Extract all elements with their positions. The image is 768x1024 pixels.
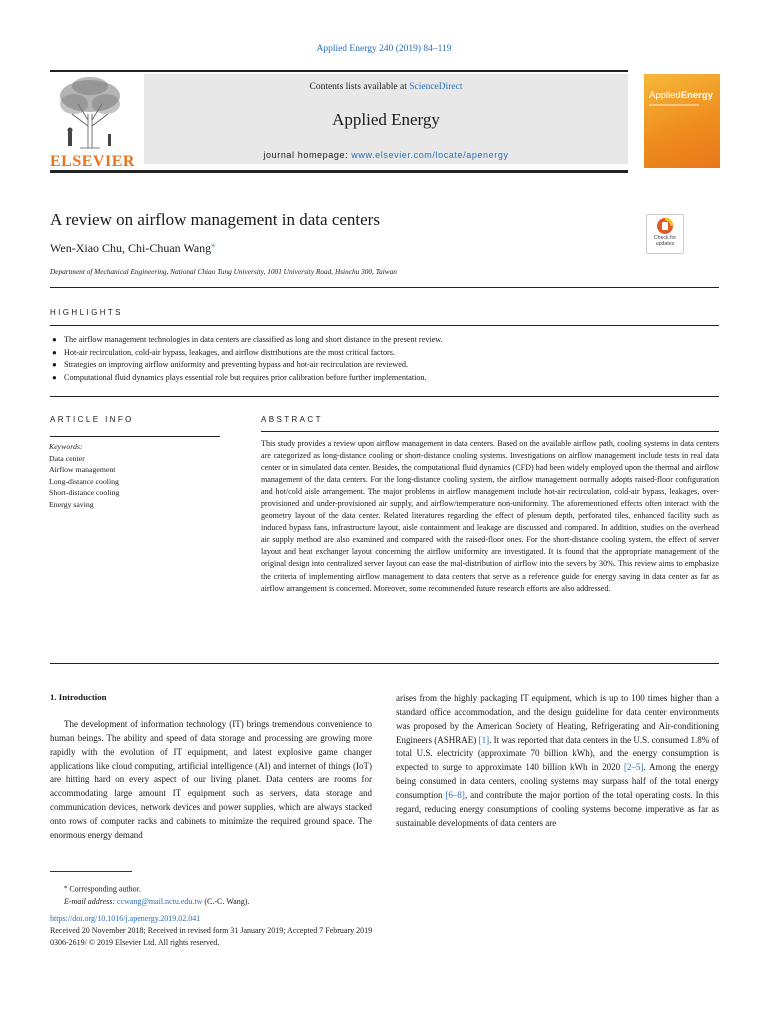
masthead-top-rule [50, 70, 628, 72]
citation-link[interactable]: [2–5] [623, 762, 644, 773]
journal-cover-thumbnail[interactable] [644, 74, 720, 168]
cover-title-a: Applied [649, 90, 681, 101]
keyword-item: Airflow management [49, 465, 116, 474]
journal-title: Applied Energy [332, 110, 440, 129]
highlight-item [52, 359, 712, 372]
article-title: A review on airflow management in data centers [50, 210, 380, 229]
cover-title-b: Energy [680, 90, 713, 101]
introduction-right-column [396, 692, 719, 830]
cover-title [649, 90, 713, 101]
check-updates-label: Check for updates [653, 235, 677, 247]
bullet-icon: ● [52, 335, 57, 344]
keywords-block [49, 441, 224, 510]
highlight-text: The airflow management technologies in data centers are classified as long and short distance in the present review. [64, 335, 443, 344]
highlights-top-rule [50, 325, 719, 326]
keywords-label: Keywords: [49, 442, 83, 451]
highlights-list [52, 334, 712, 384]
highlight-item [52, 372, 712, 385]
keyword-item: Energy saving [49, 499, 94, 509]
highlight-item [52, 334, 712, 347]
citation-link[interactable]: [6–8] [445, 789, 465, 800]
highlights-bottom-rule [50, 396, 719, 397]
footnote-mark: ⁎ [64, 883, 68, 890]
abstract-rule [261, 431, 719, 432]
highlights-heading: HIGHLIGHTS [50, 308, 123, 317]
abstract-text: This study provides a review upon airflow management in data centers. Based on the available airflow path, cooling systems in data centers are categorized as long-distance cooling or short-distance cooling systems. Investigations on airflow management include tests in real data center or in simulated data center. Besides, the computational fluid dynamics (CFD) had been widely employed upon the thermal and airflow management of the data centers. For the long-distance cooling system, the airflow management normally adopts raised-floor configuration and hot/cold aisle arrangement. The major problems in airflow management include hot-air recirculation, cold-air bypass, leakages, over-provisioned and under-provisioned air supply, and airflow/temperature non-uniformity. The aforementioned effects often interact with the geometry layout of the data center. Related literatures regarding the effect of plenum depth, perforated tiles, enhanced facility such as induced bypass fans, infrastructure layout, aisle containment and leakage are discussed and compared. In addition, studies on the overhead air supply method are also examined and compared with the raised-floor ones. For the short-distance cooling system, the effect of server layout and heat exchanger layout concerning the airflow uniformity are investigated. It is found that the appropriate management of the original design into centralized server layout can ease the mal-distribution of airflow into the severs by 30%. This review aims to emphasize the criteria of implementing airflow management to data centers that serve as a reference guide for energy saving in data center as far as airflow arrangement is concerned. Moreover, some recommended future research efforts are also addressed. [261, 439, 719, 593]
keyword-item: Long-distance cooling [49, 476, 119, 486]
cover-decoration [649, 104, 699, 106]
email-suffix: (C.-C. Wang). [204, 896, 250, 906]
introduction-left-column: The development of information technology (IT) brings tremendous convenience to human beings. The ability and speed of data storage and processing are growing more rapidly with the evolution of IT equipment, and latest explosive game changer applications like cloud computing, artificial intelligence (AI) and internet of things (IoT) are hitting hard on every aspect of our living planet. Data centers are rooms for accommodating large amount IT equipment such as servers, data storage and communication devices, network devices and power supplies, which are always stacked onto rows of computer racks and cabinets to minimize the required ground space. The enormous energy demand [50, 719, 372, 840]
sciencedirect-link[interactable]: ScienceDirect [409, 82, 463, 92]
doi-link[interactable]: https://doi.org/10.1016/j.apenergy.2019.02.041 [50, 914, 201, 923]
article-info-heading: ARTICLE INFO [50, 415, 134, 424]
elsevier-logo[interactable] [50, 74, 135, 170]
received-dates: Received 20 November 2018; Received in revised form 31 January 2019; Accepted 7 February 2019 [50, 926, 373, 935]
check-for-updates-badge[interactable] [646, 214, 684, 254]
abstract-heading: ABSTRACT [261, 415, 323, 424]
author-affiliation: Department of Mechanical Engineering, National Chiao Tung University, 1001 University Road, Hsinchu 300, Taiwan [50, 267, 397, 276]
bullet-icon: ● [52, 360, 57, 370]
bullet-icon: ● [52, 372, 57, 382]
intro-text: , and contribute the major portion of the total operating costs. In this regard, reducing energy consumptions of cooling systems become imperative as far as sustainable developments of data centers are [396, 789, 720, 828]
journal-homepage-link[interactable]: www.elsevier.com/locate/apenergy [351, 150, 509, 160]
publication-info [50, 913, 550, 949]
check-updates-icon [647, 215, 683, 237]
journal-reference-link[interactable]: Applied Energy 240 (2019) 84–119 [316, 44, 452, 54]
corresponding-author-mark[interactable]: ⁎ [211, 240, 216, 249]
author-email-link[interactable]: ccwang@mail.nctu.edu.tw [117, 896, 203, 906]
homepage-prefix: journal homepage: [263, 150, 352, 160]
keyword-item: Data center [49, 453, 85, 463]
highlight-item [52, 347, 712, 360]
intro-text: . It was reported that data centers in the U.S. consumed 1.8% of total U.S. electricity (approximate 70 billion kWh), and the energy consumption is expected to surge to approximate 140 billion kWh in 2020 [396, 734, 719, 773]
highlight-text: Computational fluid dynamics plays essential role but requires prior calibration before further implementation. [64, 372, 427, 382]
keyword-item: Short-distance cooling [49, 488, 120, 497]
front-matter-bottom-rule [50, 663, 719, 664]
highlight-text: Hot-air recirculation, cold-air bypass, leakages, and airflow distributions are the most critical factors. [64, 347, 396, 357]
title-bottom-rule [50, 287, 719, 288]
bullet-icon: ● [52, 347, 57, 357]
section-heading-introduction: 1. Introduction [50, 692, 107, 702]
elsevier-tree-icon [50, 74, 130, 150]
masthead-bottom-rule [50, 170, 628, 173]
citation-link[interactable]: [1] [478, 734, 490, 745]
intro-text: arises from the highly packaging IT equipment, which is up to 100 times higher than a standard office accommodation, and the design guideline for data center environments was proposed by the American Society of Heating, Refrigerating and Air-conditioning Engineers (ASHRAE) [396, 693, 719, 745]
contents-line [144, 82, 628, 92]
highlight-text: Strategies on improving airflow uniformity and preventing bypass and hot-air recirculation are reviewed. [64, 360, 408, 370]
elsevier-wordmark: ELSEVIER [50, 153, 135, 170]
journal-homepage-line [144, 150, 628, 160]
intro-text: . Among the energy being consumed in data centers, cooling systems may surpass half of the total energy consumption [396, 762, 719, 800]
journal-masthead [50, 70, 628, 170]
corresponding-text: Corresponding author. [69, 884, 141, 894]
author-names: Wen-Xiao Chu, Chi-Chuan Wang [50, 241, 212, 255]
corresponding-author-note [50, 881, 450, 896]
email-label: E-mail address: [64, 896, 116, 906]
email-note [50, 896, 450, 908]
journal-info-panel [144, 74, 628, 164]
footnote-rule [50, 871, 132, 872]
copyright-line: 0306-2619/ © 2019 Elsevier Ltd. All rights reserved. [50, 938, 220, 947]
footnotes [50, 881, 450, 908]
article-info-rule [50, 436, 220, 437]
article-authors [50, 240, 215, 256]
contents-prefix: Contents lists available at [309, 82, 410, 92]
